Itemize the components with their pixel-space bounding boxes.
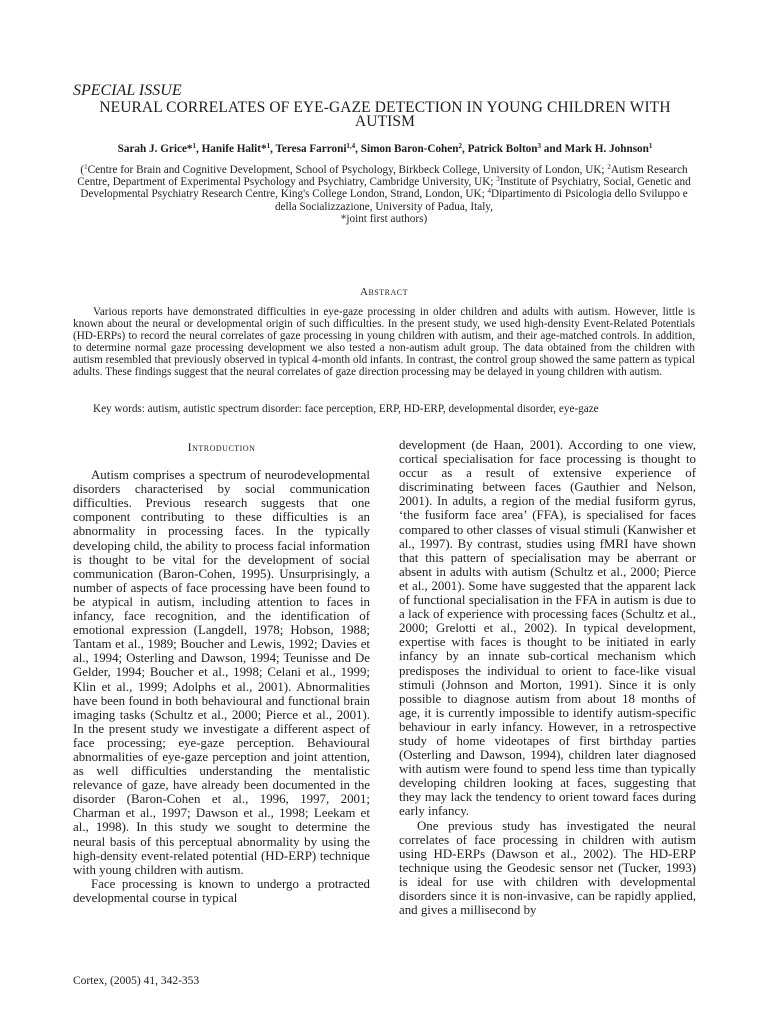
abstract-heading: Abstract <box>360 286 408 298</box>
author: Hanife Halit*$^1$ <box>201 142 271 155</box>
paragraph: development (de Haan, 2001). According to one view, cortical specialisation for face processing is thought to occur as a result of extensive experience of discriminating between faces (Gauthier and Nelson, 2001). In adults, a region of the medial fusiform gyrus, ‘the fusiform face area’ (FFA), is specialised for faces compared to other classes of visual stimuli (Kanwisher et al., 1997). By contrast, studies using fMRI have shown that this pattern of specialisation may be aberrant or absent in adults with autism (Schultz et al., 2000; Pierce et al., 2001). Some have suggested that the apparent lack of functional specialisation in the FFA in autism is due to a lack of experience with processing faces (Schultz et al., 2000; Grelotti et al., 2002). In typical development, expertise with faces is thought to be initiated in early infancy by an innate sub-cortical mechanism which predisposes the individual to orient to face-like visual stimuli (Johnson and Morton, 1991). Since it is only possible to diagnose autism from about 18 months of age, it is currently impossible to identify autism-specific behaviour in early infancy. However, in a retrospective study of home videotapes of first birthday parties (Osterling and Dawson, 1994), children later diagnosed with autism were found to spend less time than typically developing children looking at faces, suggesting that they may lack the tendency to orient toward faces during early infancy. <box>399 438 696 819</box>
abstract-text: Various reports have demonstrated difficulties in eye-gaze processing in older children and adults with autism. However, little is known about the neural or developmental origin of such difficulties. In the present study, we used high-density Event-Related Potentials (HD-ERPs) to record the neural correlates of gaze processing in young children with autism, and their age-matched controls. In addition, to determine normal gaze processing development we also tested a non-autism adult group. The data obtained from the children with autism resembled that previously observed in typical 4-month old infants. In contrast, the control group showed the same pattern as typical adults. These findings suggest that the neural correlates of gaze direction processing may be delayed in young children with autism. <box>73 306 695 378</box>
author: Patrick Bolton$^3$ <box>467 142 541 155</box>
journal-citation: Cortex, (2005) 41, 342-353 <box>73 975 200 987</box>
author: Mark H. Johnson$^1$ <box>564 142 653 155</box>
paragraph: Autism comprises a spectrum of neurodevelopmental disorders characterised by social communication difficulties. Previous research suggests that one component contributing to these difficulties is an abnormality in processing faces. In the typically developing child, the ability to process facial information is thought to be vital for the development of social communication (Baron-Cohen, 1995). Unsurprisingly, a number of aspects of face processing have been found to be atypical in autism, including attention to faces in infancy, face recognition, and the identification of emotional expression (Langdell, 1978; Hobson, 1988; Tantam et al., 1989; Boucher and Lewis, 1992; Davies et al., 1994; Osterling and Dawson, 1994; Teunisse and De Gelder, 1994; Boucher et al., 1998; Celani et al., 1999; Klin et al., 1999; Adolphs et al., 2001). Abnormalities have been found in both behavioural and functional brain imaging tasks (Schultz et al., 2000; Pierce et al., 2001). In the present study we investigate a different aspect of face processing; eye-gaze perception. Behavioural abnormalities of eye-gaze perception and joint attention, as well difficulties understanding the mentalistic relevance of gaze, have already been documented in the disorder (Baron-Cohen et al., 1996, 1997, 2001; Charman et al., 1997; Dawson et al., 1998; Leekam et al., 1998). In this study we sought to determine the neural basis of this perceptual abnormality by using the high-density event-related potential (HD-ERP) technique with young children with autism. <box>73 468 370 877</box>
right-column <box>399 438 696 917</box>
author-list: Sarah J. Grice*$^1$, Hanife Halit*$^1$, Teresa Farroni$^{1,4}$, Simon Baron-Cohen$^2$, Patrick Bolton$^3$ and Mark H. Johnson$^1$ <box>117 142 653 155</box>
special-issue-label: SPECIAL ISSUE <box>73 82 182 99</box>
introduction-heading: Introduction <box>187 440 256 454</box>
joint-authors-note: *joint first authors) <box>340 212 428 225</box>
author: Simon Baron-Cohen$^2$ <box>360 142 462 155</box>
keywords: Key words: autism, autistic spectrum disorder: face perception, ERP, HD-ERP, developmental disorder, eye-gaze <box>93 403 599 415</box>
paragraph: Face processing is known to undergo a protracted developmental course in typical <box>73 876 370 905</box>
author: Teresa Farroni$^{1,4}$ <box>275 142 356 155</box>
paper-title: NEURAL CORRELATES OF EYE-GAZE DETECTION IN YOUNG CHILDREN WITH AUTISM <box>99 99 671 130</box>
affiliations: ($^1$Centre for Brain and Cognitive Development, School of Psychology, Birkbeck College, University of London, UK; $^2$Autism Research Centre, Department of Experimental Psychology and Psychiatry, Cambridge University, UK; $^3$Institute of Psychiatry, Social, Genetic and Developmental Psychiatry Research Centre, King's College London, Strand, London, UK; $^4$Dipartimento di Psicologia dello Sviluppo e della Socializzazione, University of Padua, Italy, *joint first authors) <box>77 163 691 225</box>
left-column <box>73 438 370 905</box>
author: Sarah J. Grice*$^1$ <box>117 142 197 155</box>
paragraph: One previous study has investigated the neural correlates of face processing in children with autism using HD-ERPs (Dawson et al., 2002). The HD-ERP technique using the Geodesic sensor net (Tucker, 1993) is ideal for use with children with developmental disorders since it is non-invasive, can be rapidly applied, and gives a millisecond by <box>399 818 696 918</box>
